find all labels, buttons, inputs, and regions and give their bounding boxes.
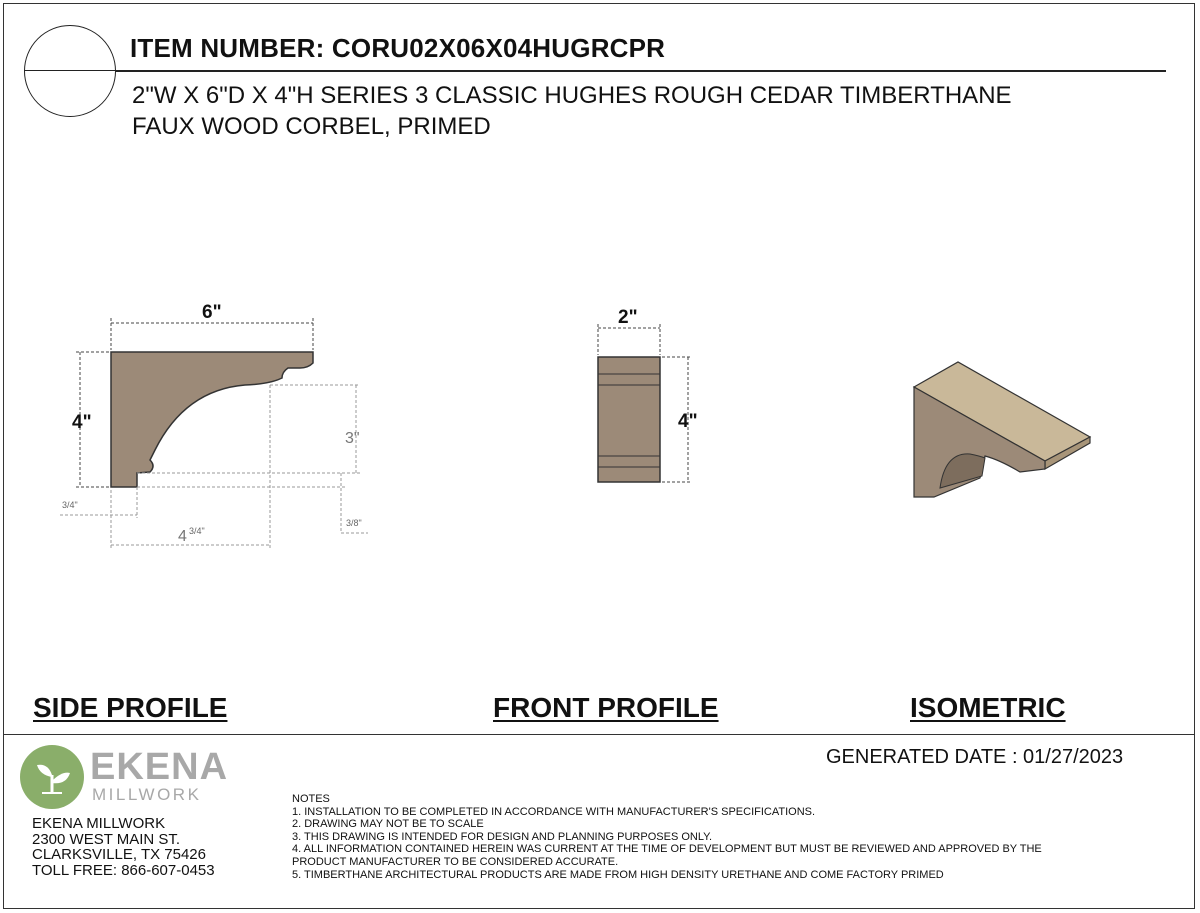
dim-side-bottom-lip: 3/8" — [346, 518, 362, 528]
ekena-leaf-logo-icon — [20, 745, 84, 809]
note-item: 4. ALL INFORMATION CONTAINED HEREIN WAS CURRENT AT THE TIME OF DEVELOPMENT BUT MUST BE REVIEWED AND APPROVED BY THE — [292, 843, 1042, 856]
dim-side-height: 4" — [72, 412, 92, 433]
company-city: CLARKSVILLE, TX 75426 — [32, 846, 206, 863]
dim-side-arc-width-fraction: 3/4" — [189, 526, 205, 536]
company-name: EKENA MILLWORK — [32, 815, 166, 832]
title-rule — [116, 70, 1166, 72]
isometric-drawing — [900, 350, 1100, 510]
dim-front-width: 2" — [618, 307, 638, 328]
generated-date: GENERATED DATE : 01/27/2023 — [826, 746, 1124, 768]
company-street: 2300 WEST MAIN ST. — [32, 830, 181, 848]
company-address — [32, 816, 215, 878]
notes-block — [292, 793, 1172, 881]
dim-side-arc-width: 4 — [178, 528, 187, 545]
dim-side-left-lip: 3/4" — [62, 500, 78, 510]
note-item: 2. DRAWING MAY NOT BE TO SCALE — [292, 818, 484, 831]
description-line-2: FAUX WOOD CORBEL, PRIMED — [132, 113, 491, 140]
notes-title: NOTES — [292, 793, 330, 805]
product-description — [132, 80, 1132, 142]
title-circle — [24, 25, 116, 117]
title-circle-divider — [24, 70, 116, 71]
brand-subtitle: MILLWORK — [92, 785, 202, 804]
dim-front-height: 4" — [678, 411, 698, 432]
front-profile-shape — [598, 357, 660, 482]
company-toll-free: TOLL FREE: 866-607-0453 — [32, 861, 215, 879]
brand-name: EKENA — [90, 746, 229, 788]
dim-side-depth: 6" — [202, 302, 222, 323]
item-number: ITEM NUMBER: CORU02X06X04HUGRCPR — [130, 33, 666, 63]
note-item: 5. TIMBERTHANE ARCHITECTURAL PRODUCTS ARE MADE FROM HIGH DENSITY URETHANE AND COME FACTORY PRIMED — [292, 868, 944, 881]
dim-side-arc-height: 3" — [345, 430, 360, 447]
front-profile-drawing — [560, 300, 720, 500]
label-front-profile: FRONT PROFILE — [493, 692, 719, 723]
description-line-1: 2"W X 6"D X 4"H SERIES 3 CLASSIC HUGHES ROUGH CEDAR TIMBERTHANE — [132, 82, 1012, 109]
note-item: 3. THIS DRAWING IS INTENDED FOR DESIGN AND PLANNING PURPOSES ONLY. — [292, 830, 713, 843]
note-item: 1. INSTALLATION TO BE COMPLETED IN ACCORDANCE WITH MANUFACTURER'S SPECIFICATIONS. — [292, 805, 816, 818]
side-profile-drawing — [0, 290, 400, 560]
side-profile-shape — [111, 352, 313, 487]
label-side-profile: SIDE PROFILE — [33, 692, 228, 723]
note-item: PRODUCT MANUFACTURER TO BE CONSIDERED ACCURATE. — [292, 855, 619, 868]
label-isometric: ISOMETRIC — [910, 692, 1066, 723]
footer-rule — [3, 734, 1195, 735]
